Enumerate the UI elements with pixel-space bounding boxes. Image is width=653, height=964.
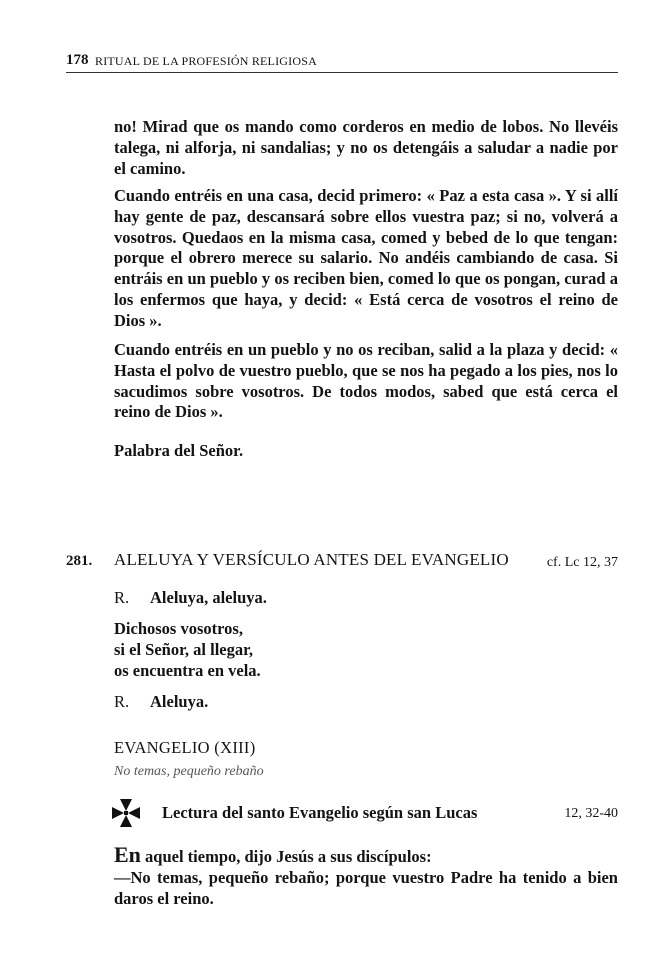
section-title: ALELUYA Y VERSÍCULO ANTES DEL EVANGELIO	[114, 550, 509, 569]
running-header	[66, 50, 618, 73]
response-2	[114, 692, 208, 712]
gospel-body: —No temas, pequeño rebaño; porque vuestro Padre ha tenido a bien daros el reino.	[114, 867, 618, 908]
gospel-text	[114, 842, 618, 909]
drop-cap: En	[114, 842, 141, 867]
response-1	[114, 588, 267, 608]
evangelio-title: EVANGELIO (XIII)	[114, 738, 256, 757]
lectura-heading: Lectura del santo Evangelio según san Lucas	[162, 803, 478, 822]
paragraph-2: Cuando entréis en una casa, decid primero: « Paz a esta casa ». Y si allí hay gente de paz, descansará sobre ellos vuestra paz; si no, volverá a vosotros. Quedaos en la misma casa, comed y bebed de lo que tengan: porque el obrero merece su salario. No andéis cambiando de casa. Si entráis en un pueblo y os reciben bien, comed lo que os pongan, curad a los enfermos que haya, y decid: « Está cerca de vosotros el reino de Dios ».	[114, 186, 618, 330]
section-reference: cf. Lc 12, 37	[546, 555, 618, 570]
gospel-opening-rest: aquel tiempo, dijo Jesús a sus discípulos:	[140, 847, 432, 866]
paragraph-1: no! Mirad que os mando como corderos en medio de lobos. No llevéis talega, ni alforja, ni sandalias; y no os detengáis a saludar a nadie por el camino.	[114, 117, 618, 178]
cross-icon	[111, 798, 141, 828]
verse-line: si el Señor, al llegar,	[114, 639, 254, 659]
verse-line: os encuentra en vela.	[114, 660, 261, 680]
response-marker: R.	[114, 692, 130, 711]
verse-line: Dichosos vosotros,	[114, 619, 243, 638]
evangelio-subtitle: No temas, pequeño rebaño	[114, 764, 264, 779]
response-text: Aleluya, aleluya.	[150, 588, 267, 607]
paragraph-3: Cuando entréis en un pueblo y no os reciban, salid a la plaza y decid: « Hasta el polvo de vuestro pueblo, que se nos ha pegado a los pies, nos lo sacudimos sobre vosotros. De todos modos, sabed que está cerca el reino de Dios ».	[114, 340, 618, 422]
gospel-opening	[114, 842, 618, 868]
lectura-reference: 12, 32-40	[564, 806, 618, 821]
verse	[114, 619, 261, 681]
response-text: Aleluya.	[150, 692, 209, 711]
palabra-del-senor: Palabra del Señor.	[114, 441, 244, 460]
response-marker: R.	[114, 588, 130, 607]
page-number: 178	[66, 52, 89, 68]
running-title: RITUAL DE LA PROFESIÓN RELIGIOSA	[95, 54, 317, 68]
section-number: 281.	[66, 553, 93, 569]
